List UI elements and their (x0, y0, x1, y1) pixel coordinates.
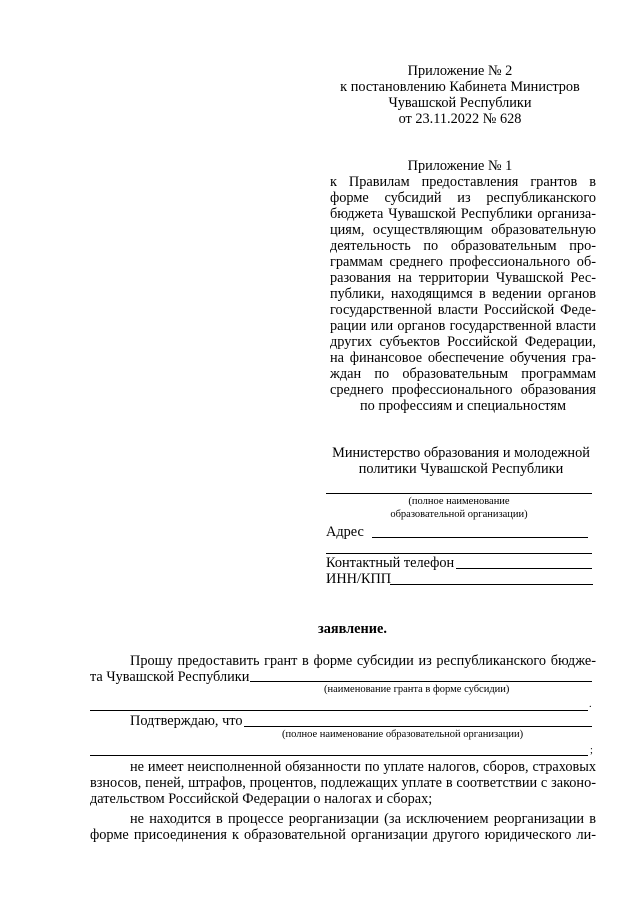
appendix1-line: публики, находящимся в ведении органов (330, 286, 596, 302)
appendix2-date: от 23.11.2022 № 628 (398, 111, 522, 127)
address-label: Адрес (326, 524, 364, 540)
confirm-org-caption: (полное наименование образовательной организации) (282, 729, 524, 740)
body-line: та Чувашской Республики (90, 669, 250, 685)
appendix1-line: рации или органов государственной власти (330, 318, 596, 334)
line-end-period: . (589, 699, 592, 710)
appendix1-line: деятельность по образовательным про- (330, 238, 596, 254)
appendix2-title: Приложение № 2 (407, 63, 513, 79)
appendix1-line: бюджета Чувашской Республики организа- (330, 206, 596, 222)
body-line: взносов, пеней, штрафов, процентов, подлежащих уплате в соответствии с законо- (90, 775, 596, 791)
confirm-org-field-2 (90, 755, 588, 756)
body-line: Прошу предоставить грант в форме субсидии из республиканского бюдже- (130, 653, 596, 669)
line-end-semicolon: ; (590, 745, 593, 756)
appendix1-line: ждан по образовательным программам (330, 366, 596, 382)
confirm-label: Подтверждаю, что (130, 713, 243, 729)
confirm-org-field (244, 726, 592, 727)
appendix2-line: Чувашской Республики (388, 95, 532, 111)
grant-name-field-2 (90, 710, 588, 711)
appendix1-line: к Правилам предоставления грантов в (330, 174, 596, 190)
addressee-line: политики Чувашской Республики (358, 461, 564, 477)
appendix2-line: к постановлению Кабинета Министров (340, 79, 580, 95)
org-name-caption: образовательной организации) (390, 509, 528, 520)
inn-kpp-field (390, 584, 593, 585)
org-name-field (326, 493, 592, 494)
phone-field (456, 568, 592, 569)
appendix1-line: других субъектов Российской Федерации, (330, 334, 596, 350)
org-name-caption: (полное наименование (408, 496, 510, 507)
grant-name-field (250, 681, 592, 682)
inn-kpp-label: ИНН/КПП (326, 571, 392, 587)
address-field (372, 537, 588, 538)
appendix1-line: циям, осуществляющим образовательную (330, 222, 596, 238)
appendix1-line: разования на территории Чувашской Рес- (330, 270, 596, 286)
appendix1-line: среднего профессионального образования (330, 382, 596, 398)
appendix1-title: Приложение № 1 (407, 158, 513, 174)
appendix1-line: форме субсидий из республиканского (330, 190, 596, 206)
body-line: форме присоединения к образовательной организации другого юридического ли- (90, 827, 596, 843)
appendix1-line: на финансовое обеспечение обучения гра- (330, 350, 596, 366)
body-line: не находится в процессе реорганизации (за исключением реорганизации в (130, 811, 596, 827)
appendix1-line: государственной власти Российской Феде- (330, 302, 596, 318)
grant-name-caption: (наименование гранта в форме субсидии) (324, 684, 510, 695)
statement-title: заявление. (318, 621, 387, 637)
body-line: не имеет неисполненной обязанности по уплате налогов, сборов, страховых (130, 759, 596, 775)
body-line: дательством Российской Федерации о налогах и сборах; (90, 791, 433, 807)
addressee-line: Министерство образования и молодежной (332, 445, 590, 461)
appendix1-line: по профессиям и специальностям (359, 398, 566, 414)
phone-label: Контактный телефон (326, 555, 455, 571)
address-field-2 (326, 553, 592, 554)
appendix1-line: граммам среднего профессионального об- (330, 254, 596, 270)
